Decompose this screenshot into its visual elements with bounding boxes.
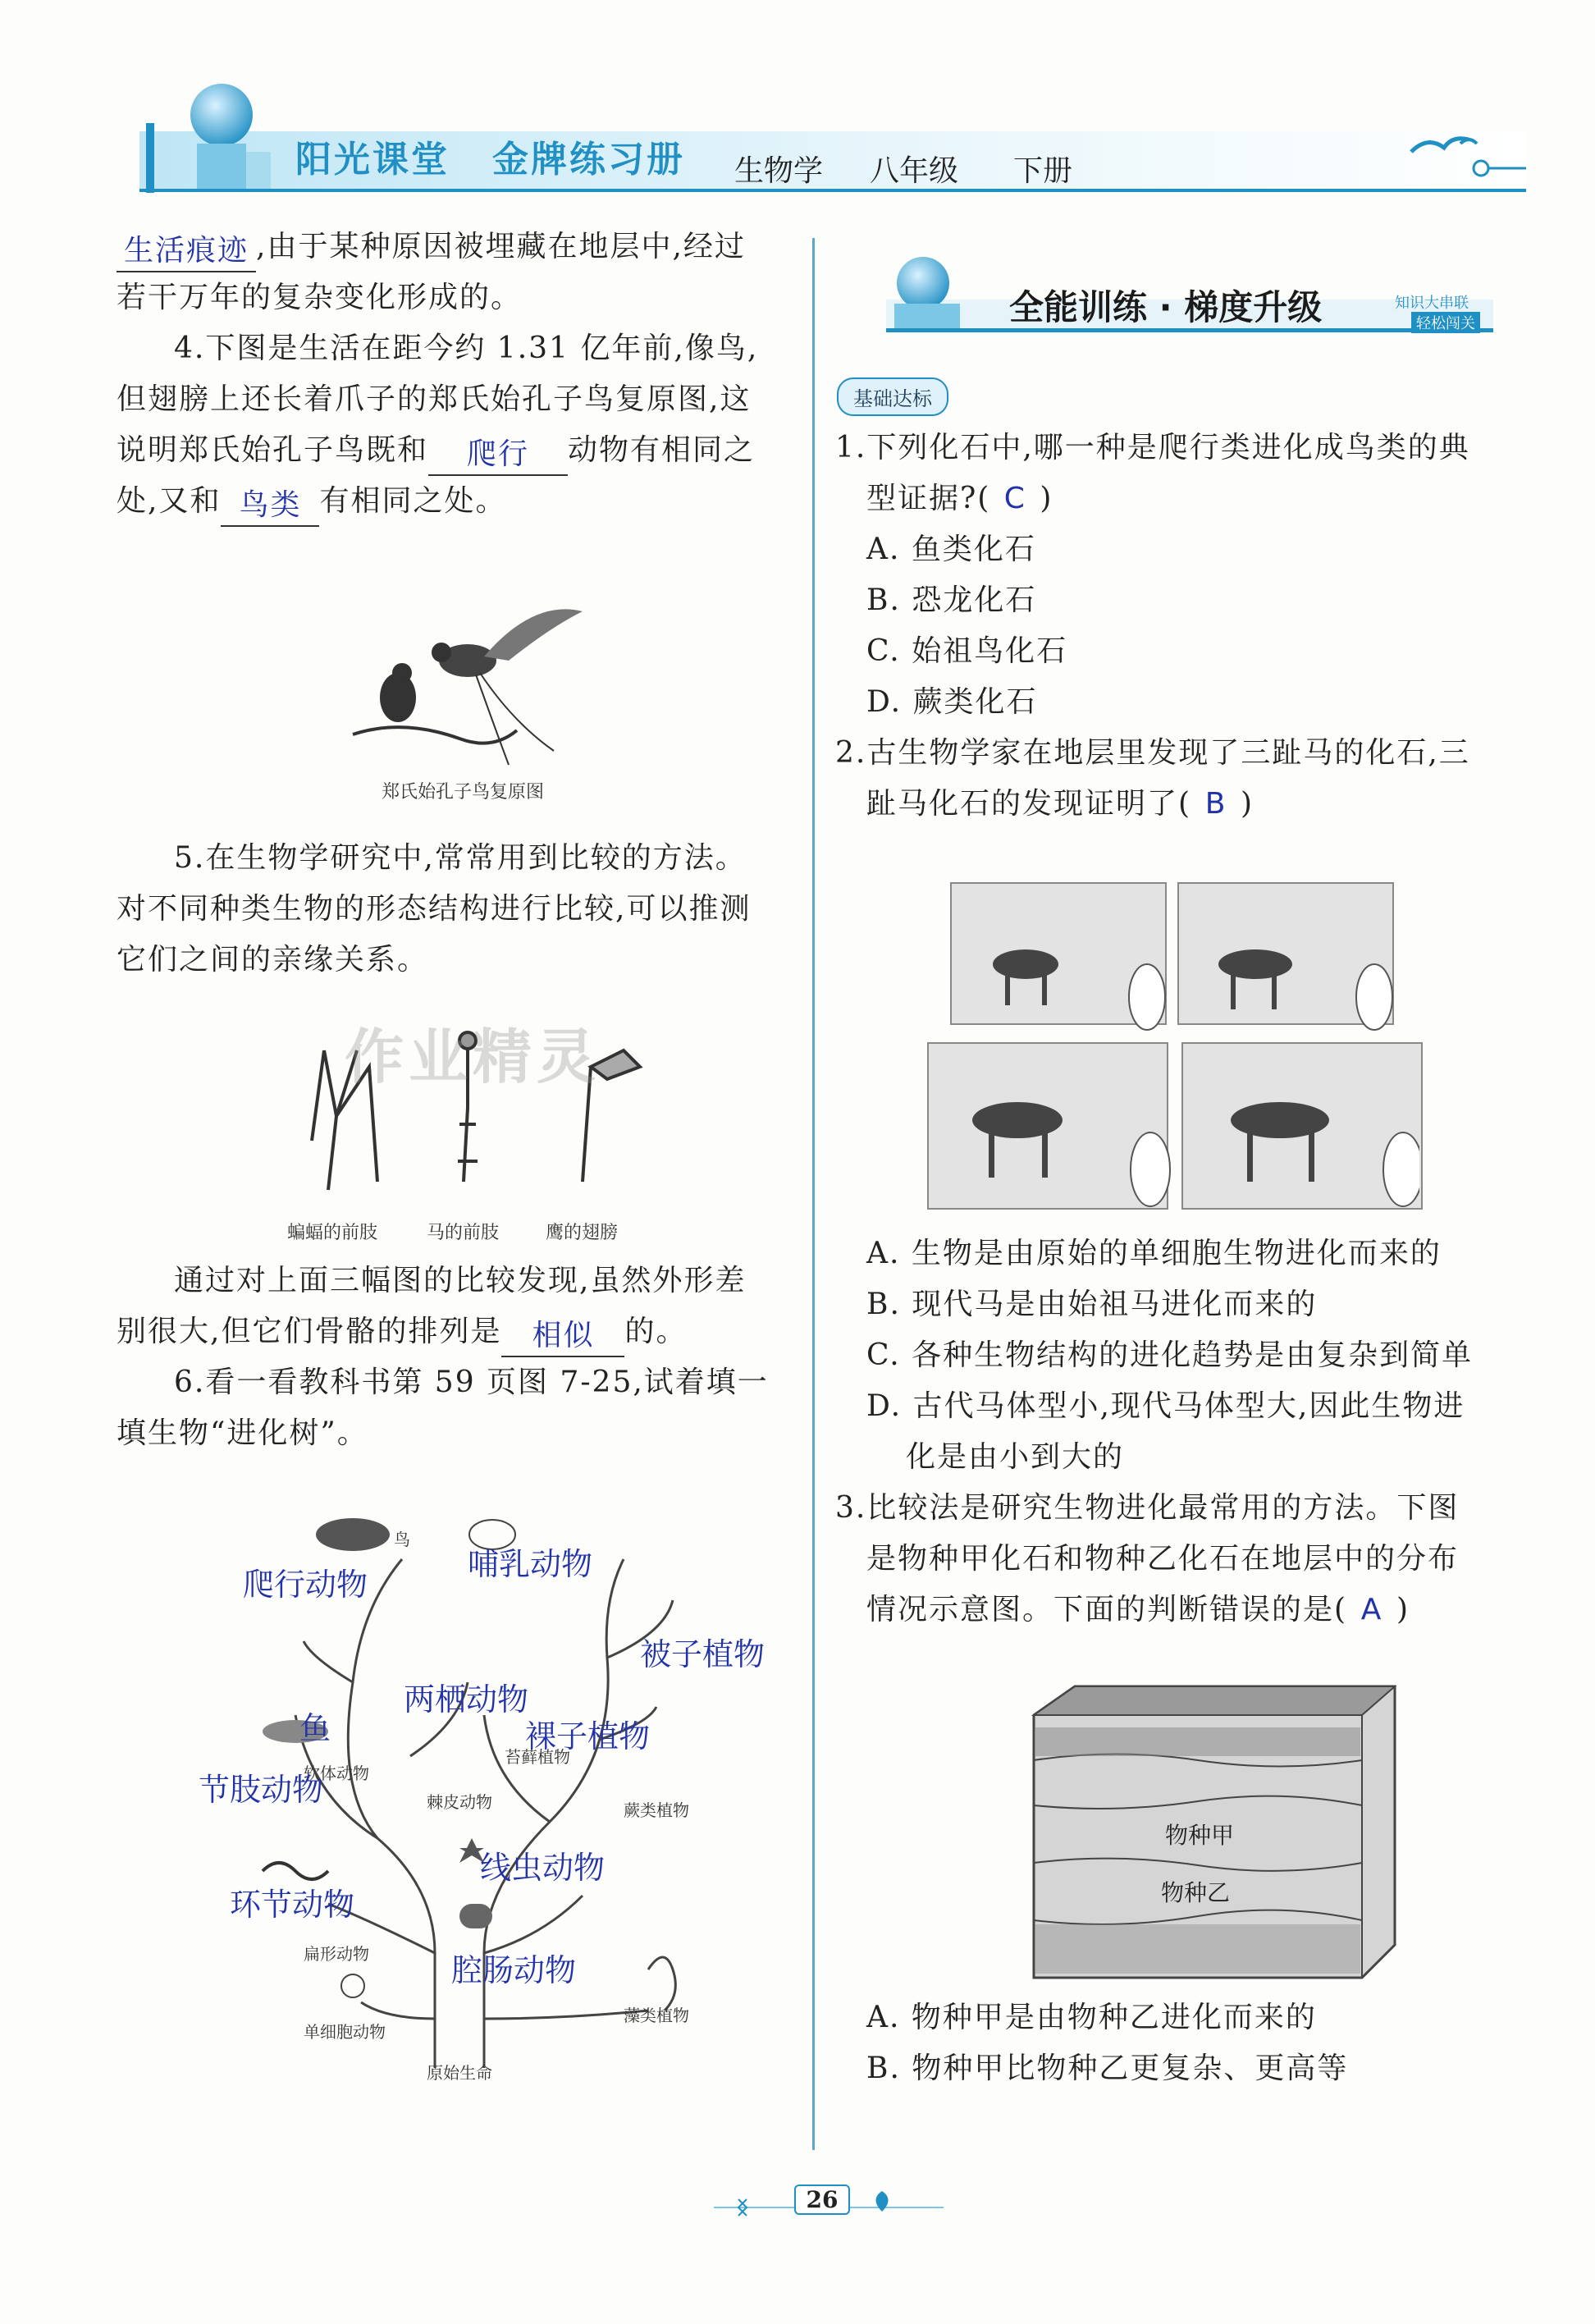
text-line: ,由于某种原因被埋藏在地层中,经过 <box>256 230 746 263</box>
q3-option-b: B. 物种甲比物种乙更复杂、更高等 <box>866 2052 1349 2085</box>
tree-answer-fish: 鱼 <box>299 1710 331 1746</box>
watermark: 作业精灵 <box>345 1022 601 1091</box>
basic-badge: 基础达标 <box>837 377 948 416</box>
tree-answer-gymnosperm: 裸子植物 <box>525 1718 651 1754</box>
confuciusornis-figure <box>345 591 607 812</box>
q5-block <box>117 833 798 986</box>
header-volume: 下册 <box>1013 154 1073 188</box>
tree-label-bird-small: 鸟 <box>394 1530 410 1549</box>
answer-blank-similar: 相似 <box>501 1316 624 1357</box>
tree-answer-mammal: 哺乳动物 <box>468 1546 593 1582</box>
text-line: 情况示意图。下面的判断错误的是( <box>866 1593 1348 1626</box>
header-grade: 八年级 <box>870 154 959 188</box>
tree-answer-arthropod: 节肢动物 <box>199 1772 324 1808</box>
q2-line-2 <box>835 779 1533 830</box>
bat-forelimb-caption: 蝙蝠的前肢 <box>287 1223 378 1243</box>
section-tag-2: 轻松闯关 <box>1411 312 1480 333</box>
text-line: 说明郑氏始孔子鸟既和 <box>117 433 429 467</box>
tree-answer-cnidarian: 腔肠动物 <box>451 1952 577 1988</box>
text-line: 趾马化石的发现证明了( <box>866 787 1192 821</box>
strata-figure <box>1026 1682 1403 1986</box>
answer-blank-bird: 鸟类 <box>221 486 319 527</box>
tree-answer-nematode: 线虫动物 <box>480 1850 606 1886</box>
brand-title: 阳光课堂 <box>295 139 450 181</box>
tree-answer-angiosperm: 被子植物 <box>640 1636 766 1672</box>
brand-subtitle: 金牌练习册 <box>492 139 685 181</box>
horse-silhouettes <box>927 874 1419 1219</box>
page-header <box>131 74 1526 205</box>
q2-options-block <box>835 1228 1533 1635</box>
tree-label-unicellular: 单细胞动物 <box>304 2022 386 2042</box>
q4-line-3 <box>117 425 798 476</box>
tree-answer-reptile: 爬行动物 <box>243 1567 368 1603</box>
left-column <box>117 222 798 527</box>
text-line: ) <box>1040 482 1053 515</box>
q2-option-d-cont: 化是由小到大的 <box>906 1440 1125 1474</box>
tree-label-origin: 原始生命 <box>427 2063 492 2083</box>
tree-label-mollusc: 软体动物 <box>304 1764 369 1783</box>
q4-line-1: 4.下图是生活在距今约 1.31 亿年前,像鸟, <box>174 332 759 365</box>
evolution-tree-figure <box>189 1510 779 2084</box>
horse-evolution-figure <box>927 874 1419 1284</box>
q4-line-4 <box>117 476 798 527</box>
q3-answer: A <box>1360 1593 1383 1626</box>
q1-answer: C <box>1003 482 1026 515</box>
right-column <box>835 423 1533 830</box>
q1-line-2 <box>835 473 1533 524</box>
q3-line-2: 是物种甲化石和物种乙化石在地层中的分布 <box>866 1542 1460 1576</box>
tree-label-fern: 蕨类植物 <box>624 1800 689 1820</box>
q6-line-1: 6.看一看教科书第 59 页图 7-25,试着填一 <box>174 1366 769 1399</box>
tree-answer-amphibian: 两栖动物 <box>404 1681 529 1718</box>
text-line: 型证据?( <box>866 482 991 515</box>
tree-label-flatworm: 扁形动物 <box>304 1944 369 1964</box>
strata-species-a: 物种甲 <box>1165 1822 1235 1849</box>
answer-blank-reptile: 爬行 <box>428 435 568 476</box>
tree-label-algae: 藻类植物 <box>624 2006 689 2025</box>
q3-line-3 <box>835 1585 1533 1635</box>
q2-option-b: B. 现代马是由始祖马进化而来的 <box>866 1288 1318 1321</box>
q5-line-1: 5.在生物学研究中,常常用到比较的方法。 <box>174 841 747 875</box>
q1-option-b: B. 恐龙化石 <box>866 583 1037 617</box>
text-line: 处,又和 <box>117 484 222 518</box>
q5-line-5 <box>117 1306 798 1357</box>
q2-option-c: C. 各种生物结构的进化趋势是由复杂到简单 <box>866 1338 1474 1372</box>
q3-options-block <box>835 1992 1533 2094</box>
header-subject: 生物学 <box>734 154 824 188</box>
page-number: 26 <box>794 2184 850 2215</box>
q3-option-a: A. 物种甲是由物种乙进化而来的 <box>866 2001 1317 2034</box>
text-line: 的。 <box>624 1315 688 1348</box>
bird-caption: 郑氏始孔子鸟复原图 <box>382 782 545 803</box>
bird-illustration <box>345 591 607 771</box>
q1-option-d: D. 蕨类化石 <box>866 685 1038 719</box>
section-banner <box>870 246 1493 345</box>
section-tag-1: 知识大串联 <box>1395 295 1469 312</box>
section-title: 全能训练 · 梯度升级 <box>1009 287 1323 327</box>
q3-line-1: 3.比较法是研究生物进化最常用的方法。下图 <box>835 1491 1460 1525</box>
q2-option-d: D. 古代马体型小,现代马体型大,因此生物进 <box>866 1389 1465 1423</box>
q6-line-2: 填生物“进化树”。 <box>117 1416 368 1450</box>
q5-line-2: 对不同种类生物的形态结构进行比较,可以推测 <box>117 892 752 926</box>
text-line: ) <box>1241 787 1255 821</box>
q4-line-2: 但翅膀上还长着爪子的郑氏始孔子鸟复原图,这 <box>117 382 752 416</box>
tree-label-echinoderm: 棘皮动物 <box>427 1792 492 1812</box>
column-divider <box>812 238 815 2150</box>
q1-option-a: A. 鱼类化石 <box>866 533 1036 566</box>
tree-answer-annelid: 环节动物 <box>230 1887 355 1923</box>
page-footer <box>706 2175 952 2224</box>
strata-species-b: 物种乙 <box>1161 1879 1231 1906</box>
text-line: ) <box>1396 1593 1410 1626</box>
continued-line-1 <box>117 222 798 272</box>
q1-option-c: C. 始祖鸟化石 <box>866 634 1068 668</box>
text-line: 动物有相同之 <box>568 433 756 467</box>
q2-option-a: A. 生物是由原始的单细胞生物进化而来的 <box>866 1237 1442 1270</box>
horse-forelimb-caption: 马的前肢 <box>427 1223 500 1243</box>
text-line: 别很大,但它们骨骼的排列是 <box>117 1315 502 1348</box>
q2-answer: B <box>1204 787 1227 821</box>
continued-line-2: 若干万年的复杂变化形成的。 <box>117 281 523 314</box>
q2-line-1: 2.古生物学家在地层里发现了三趾马的化石,三 <box>835 736 1470 770</box>
q5-line-4: 通过对上面三幅图的比较发现,虽然外形差 <box>174 1264 747 1297</box>
q5-line-3: 它们之间的亲缘关系。 <box>117 943 429 977</box>
text-line: 有相同之处。 <box>319 484 507 518</box>
q5-answer-block <box>117 1256 798 1459</box>
eagle-wing-caption: 鹰的翅膀 <box>546 1223 619 1243</box>
q1-line-1: 1.下列化石中,哪一种是爬行类进化成鸟类的典 <box>835 431 1470 464</box>
answer-blank-traces: 生活痕迹 <box>117 231 256 272</box>
tree-label-moss: 苔藓植物 <box>505 1747 570 1767</box>
